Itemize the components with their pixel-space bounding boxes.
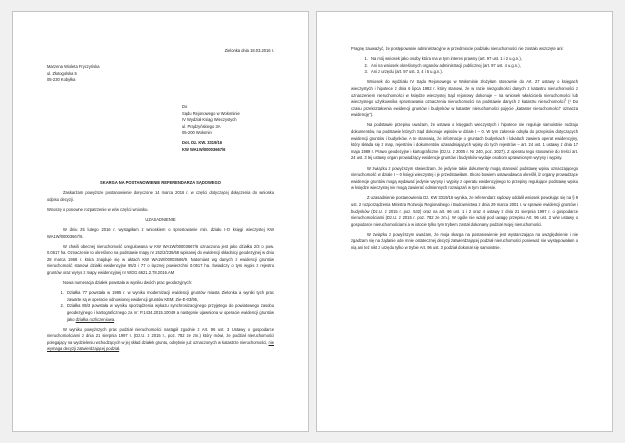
underlined-text: nie wymaga decyzji zatwierdzającej podział (47, 339, 274, 352)
list-item: 2. Ani na wniosek określonych organów administracji publicznej (art. 97 ust. 4 u.g.n.), (369, 63, 578, 70)
paragraph-4: W związku z powyższym stwierdzam, że jedynie takie dokumenty mogą stanowić podstawę wpisu oznaczającego nieruchomość w dziale I – 0 księgi wieczystej i je przedstawiłam. Skoro bowiem ustawodawca określił, iż organy prowadzące ewidencje gruntów mogą wydawać jedynie wyrysy i wypisy z operatu ewidencyjnego to przepisy regulujące podstawę wpisu w księdze wieczystej nie mogą zawierać odmiennych rozwiązań w tym zakresie. (351, 165, 578, 191)
letter-title: SKARGA NA POSTANOWIENIE REFERENDARZA SĄDOWEGO (100, 180, 221, 185)
underlined-text: działka rozliczeniowa (75, 316, 115, 322)
paragraph-1: W dniu 25 lutego 2016 r. wystąpiłam z wnioskiem o sprostowanie min. działu I-O księgi wieczystej KW WA1W/00003667/6. (47, 226, 274, 239)
paragraph-5: Z uzasadnienie postanowienia Dz. KW 3319/16 wynika, że referendarz sądowy oddalił wniosek powołując się na § 9 ust. 2 rozporządzenia Ministra Rozwoju Regionalnego i Budownictwa z dnia 29 marca 2001 r. w sprawie ewidencji gruntów i budynków (Dz.U. z 2015 r. poz. 542) oraz na art. 96 ust. 1 i 2 oraz 4 ustawy z dnia 21 sierpnia 1997 r. o gospodarce nieruchomościami (Dz.U. z 2015 r. poz. 782 ze zm.). W ogóle nie wziął pod uwagę przepisu Art. 96 ust. 3 w/w ustawy o gospodarce nieruchomościami a w istocie tylko tym trybem został dokonany podział mojej nieruchomości. (351, 195, 578, 227)
paragraph-2: W chwili obecnej nieruchomość uregulowana w KW WA1W/00003667/6 oznaczona jest jako działka 2/3 o pow. 0.0617 ha. Oznaczenie to określono na podstawie mapy nr 152/2/236/68 wpisanej do ewidencji składnicy geodezyjnej w dniu 28 marca 1968 r. która znajduje się w aktach KW WA1W/00003666/9. Natomiast wg danych z ewidencji gruntów nieruchomość stanowi działki ewidencyjne 85/3 i 77 o łącznej powierzchni 0.0617 ha. Świadczy o tym wypis z rejestru gruntów oraz wyrys z mapy ewidencyjnej nr WGG.6621.2.78.2016.AM (47, 243, 274, 276)
recipient-street: ul. Prądzyńskiego 3A (182, 123, 221, 129)
intro-paragraph: Zaskarżam powyższe postanowienie doręczone 14 marca 2016 r. w części dotyczącej dołączenia do wniosku odpisu decyzji. (47, 190, 274, 202)
date-line: Zielonka dnia 18.03.2016 r. (224, 48, 274, 53)
document-page-1 (12, 11, 309, 432)
document-page-2 (316, 11, 613, 432)
recipient-city: 05-200 Wołomin (182, 130, 212, 136)
sender-name: Marzena Wioleta Fryczyńska (47, 64, 100, 69)
list-item: 1. Na mój wniosek jako osoby która ma w tym interes prawny (art. 97 ust. 1 i 2 u.g.n.), (369, 56, 578, 63)
case-reference: Dot. Dz. KW. 3319/16 (182, 139, 223, 145)
footnote-marker: 1 (564, 97, 567, 102)
paragraph-6: W związku z powyższym uważam, że moja skarga na postanowienie jest wystarczająca na uwzględnienie i nie zgadzam się na żądanie ode mnie ostatecznej decyzji zatwierdzającej podział nieruchomości ponieważ nie występowałam o nią ani też nikt z urzędu tylko w trybie Art. 96 ust. 3 podział dokonał się samoistnie. (351, 231, 578, 251)
recipient-address (182, 104, 240, 153)
paragraph-2: Wniosek do wydziału IV Sądu Rejonowego w Wołominie złożyłam stosownie do Art. 27 ustawy o księgach wieczystych i hipotece z dnia 6 lipca 1982 r. który stanowi, że w razie niezgodności danych z katastru nieruchomości z oznaczeniem nieruchomości w księdze wieczystej Sąd rejonowy dokonuje – na wniosek właściciela nieruchomości lub wieczystego użytkownika sprostowania oznaczenia nieruchomości na podstawie danych z katastru nieruchomości$^1$ (¹ Do czasu przekształcenia ewidencji gruntów i budynków w kataster nieruchomości pojęcie „kataster nieruchomości" oznacza ewidencję"). (351, 79, 578, 118)
kw-reference: KW WA1W/00003667/6 (182, 146, 226, 152)
list-item: 3. Ani z urzędu (art. 97 ust. 3, 4 i 5 u.g.n.). (369, 69, 578, 76)
recipient-court: Sądu Rejonowego w Wołominie (182, 110, 240, 116)
paragraph-1: Pragnę zauważyć, że postępowanie administracyjne w przedmiocie podziału nieruchomości nie zostało wszczęte ani: (351, 46, 564, 51)
recipient-to: Do (182, 104, 188, 109)
sender-address (47, 64, 100, 84)
proceedings-list (351, 56, 578, 76)
paragraph-3: Na podstawie przepisu uważam, że ustawa o księgach wieczystych i hipotece nie reguluje samoistnie rodzaju dokumentów, na podstawie których Sąd dokonuje wpisów w dziale I – 0. W tym zakresie odsyła do przepisów dotyczących ewidencji gruntów i budynków. A te stanowią, że informacje o gruntach budynkach i lokalach zawiera operat ewidencyjny, który składa się z map, rejestrów i dokumentów uzasadniających wpisy do tych rejestrów – art. 24 ust. 1 ustawy z dnia 17 maja 1989 r. Prawo geodezyjne i kartograficzne (Dz.U. z 2005 r. Nr 240, poz. 2027). Z operatu tego stosownie do treści art. 24 ust. 3 tej ustawy organ prowadzący ewidencje gruntów i budynków wydaje osobom uprawnionym wyrysy i wypisy. (351, 122, 578, 161)
list-item: 2. Działka 85/3 powstała w wyniku sporządzenia wykazu synchronizacyjnego przyjętego do powiatowego zasobu geodezyjnego i kartograficznego za nr: P.1434.2015.10049 a następnie ujawniona w operacie ewidencji gruntów jako działka rozliczeniowa. (65, 303, 274, 323)
survey-works-list (47, 290, 274, 323)
paragraph-3: Nowa numeracja działek powstała w wyniku dwóch prac geodezyjnych: (63, 280, 193, 286)
sender-city: 05-230 Kobyłka (47, 77, 76, 83)
paragraph-4: W wyniku powyższych prac podział nieruchomości nastąpił zgodnie z Art. 96 ust. 3 Ustawy o gospodarce nieruchomościami z dnia 21 sierpnia 1997 r. (Dz.U. z 2015 r., poz. 782 ze zm.) który mówi, że podział nieruchomości polegający na wydzieleniu wchodzących w jej skład działek gruntu, odrębnie już oznaczonych w katastrze nieruchomości, nie wymaga decyzji zatwierdzającej podział. (47, 326, 274, 352)
list-item: 1. Działka 77 powstała w 1995 r. w wyniku modernizacji ewidencji gruntów miasta Zielonka a wyniki tych prac zawarte są w operacie odnowionej ewidencji gruntów KEM: Zie-E-03/95, (65, 290, 274, 303)
letter-body (47, 180, 274, 353)
recipient-department: IV Wydział Ksiąg Wieczystych (182, 117, 237, 123)
request-paragraph: Wnoszę o ponowne rozpatrzenie w w/w części wniosku. (47, 206, 149, 212)
sender-street: ul. Złotogolska 5 (47, 70, 77, 76)
justification-heading: UZASADNIENIE (145, 216, 176, 222)
